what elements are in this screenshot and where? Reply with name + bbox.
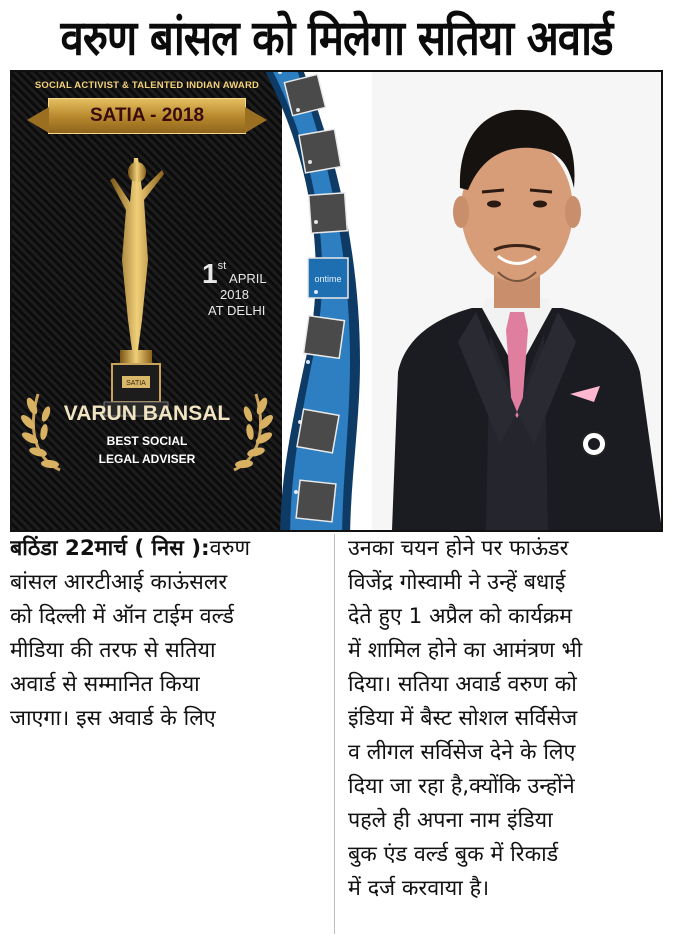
event-location: AT DELHI xyxy=(208,303,266,318)
article-text: वरुण xyxy=(209,536,250,561)
article-line: पहले ही अपना नाम इंडिया xyxy=(348,808,553,833)
date-month: APRIL xyxy=(229,271,267,286)
winner-name: VARUN BANSAL xyxy=(63,402,231,425)
winner-title xyxy=(12,432,282,468)
article-line: व लीगल सर्विसेज देने के लिए xyxy=(348,740,576,765)
award-name: SATIA - 2018 xyxy=(89,105,205,126)
article-column-left xyxy=(10,532,324,736)
article-line: में दर्ज करवाया है। xyxy=(348,876,490,901)
article-column-right xyxy=(348,532,664,906)
winner-title-line1: BEST SOCIAL xyxy=(106,434,188,448)
award-ribbon xyxy=(48,98,246,134)
article-line: दिया जा रहा है,क्योंकि उन्होंने xyxy=(348,774,575,799)
award-poster xyxy=(12,72,282,530)
article-line: को दिल्ली में ऑन टाईम वर्ल्ड xyxy=(10,604,234,629)
film-logo: ontime xyxy=(314,274,342,284)
article-line: में शामिल होने का आमंत्रण भी xyxy=(348,638,583,663)
portrait-man xyxy=(372,72,662,530)
news-photo xyxy=(10,70,663,532)
article-line: दिया। सतिया अवार्ड वरुण को xyxy=(348,672,577,697)
article-line: बांसल आरटीआई काऊंसलर xyxy=(10,570,228,595)
article-line: इंडिया में बैस्ट सोशल सर्विसेज xyxy=(348,706,578,731)
date-year: 2018 xyxy=(220,287,249,302)
article-line: विजेंद्र गोस्वामी ने उन्हें बधाई xyxy=(348,570,566,595)
headline-text: वरुण बांसल को मिलेगा सतिया अवार्ड xyxy=(60,8,613,66)
headline xyxy=(8,2,665,70)
article-line: अवार्ड से सम्मानित किया xyxy=(10,672,200,697)
article-line: बुक एंड वर्ल्ड बुक में रिकार्ड xyxy=(348,842,559,867)
article-line: देते हुए 1 अप्रैल को कार्यक्रम xyxy=(348,604,573,629)
trophy-icon xyxy=(82,150,192,420)
article-line xyxy=(10,532,324,566)
column-divider xyxy=(334,534,335,934)
article-line: उनका चयन होने पर फाऊंडर xyxy=(348,536,569,561)
winner-title-line2: LEGAL ADVISER xyxy=(98,452,196,466)
poster-subtitle: SOCIAL ACTIVIST & TALENTED INDIAN AWARD xyxy=(34,80,260,91)
trophy-plaque-label: SATIA xyxy=(126,380,146,387)
article-dateline: बठिंडा 22मार्च ( निस ): xyxy=(10,536,210,561)
date-day: 1 xyxy=(202,258,218,289)
film-strip-graphic xyxy=(250,70,360,532)
article-line: मीडिया की तरफ से सतिया xyxy=(10,638,216,663)
date-suffix: st xyxy=(217,260,227,272)
article-line: जाएगा। इस अवार्ड के लिए xyxy=(10,706,216,731)
